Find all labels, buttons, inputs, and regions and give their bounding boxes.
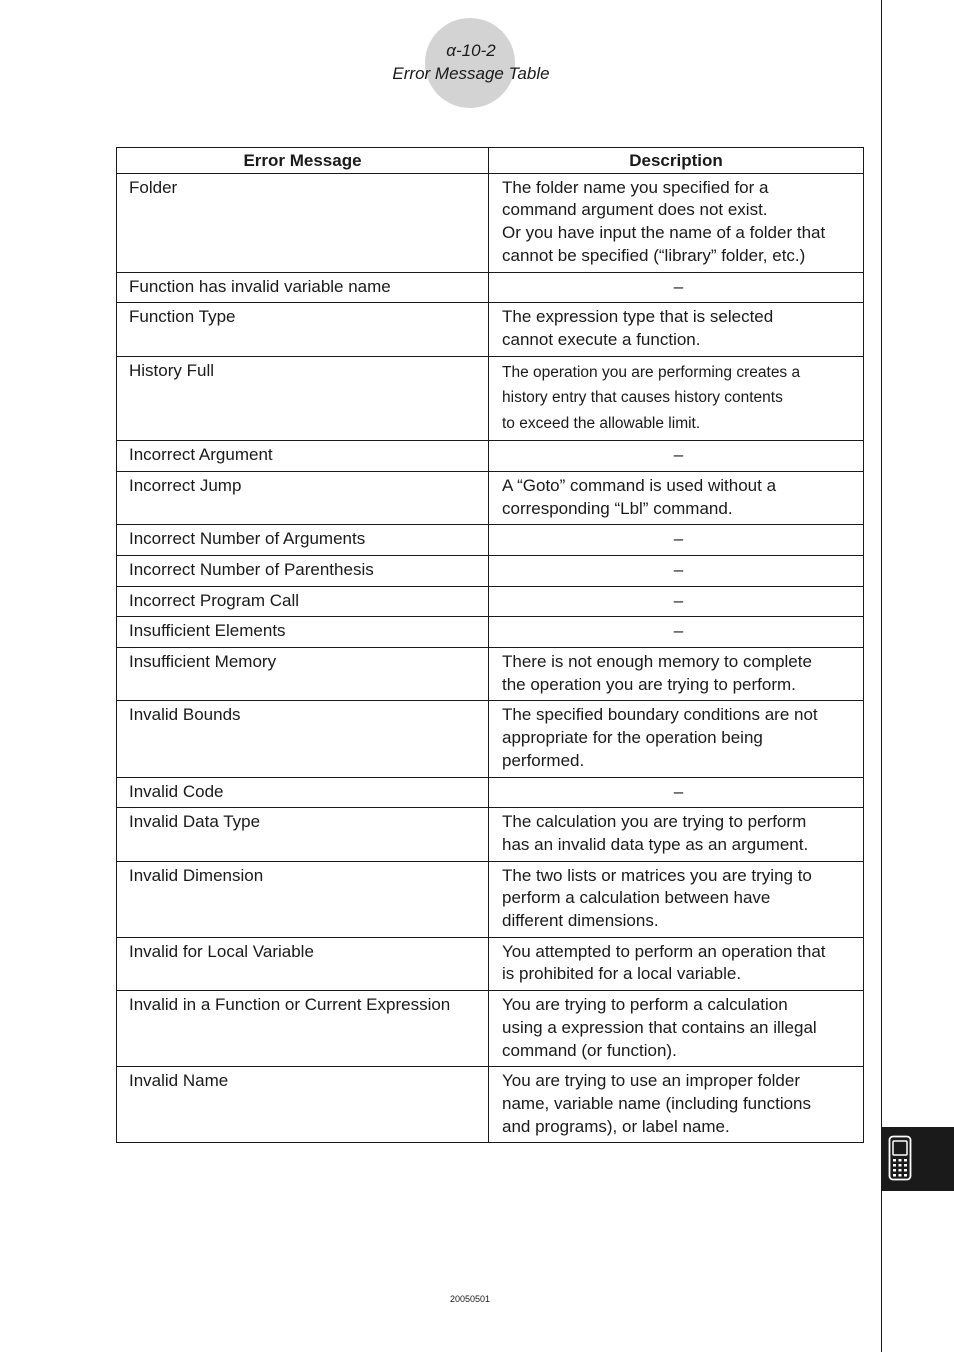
- description-cell: [489, 525, 864, 556]
- description-line: –: [673, 445, 684, 465]
- description-cell: [489, 441, 864, 472]
- description-line: The calculation you are trying to perform: [502, 812, 807, 832]
- description-line: –: [673, 781, 684, 801]
- description-line: The operation you are performing creates a: [502, 363, 801, 381]
- description-line: cannot execute a function.: [502, 329, 701, 349]
- table-row: [117, 586, 864, 617]
- description-cell: [489, 861, 864, 937]
- error-message-cell: Incorrect Number of Arguments: [117, 525, 489, 556]
- table-row: [117, 525, 864, 556]
- description-cell: [489, 356, 864, 441]
- error-message-cell: Function Type: [117, 303, 489, 356]
- description-line: corresponding “Lbl” command.: [502, 498, 733, 518]
- description-cell: [489, 648, 864, 701]
- description-line: and programs), or label name.: [502, 1116, 730, 1136]
- table-row: [117, 937, 864, 990]
- calculator-device-icon: [888, 1135, 912, 1181]
- table-row: [117, 471, 864, 524]
- description-cell: [489, 701, 864, 777]
- table-row: [117, 173, 864, 272]
- description-line: cannot be specified (“library” folder, etc.): [502, 245, 806, 265]
- table-row: [117, 991, 864, 1067]
- error-message-cell: Insufficient Memory: [117, 648, 489, 701]
- description-cell: [489, 272, 864, 303]
- description-line: You attempted to perform an operation that: [502, 941, 826, 961]
- error-message-cell: History Full: [117, 356, 489, 441]
- description-cell: [489, 777, 864, 808]
- description-line: –: [673, 529, 684, 549]
- table-row: [117, 701, 864, 777]
- description-line: –: [673, 559, 684, 579]
- description-line: to exceed the allowable limit.: [502, 414, 701, 432]
- description-line: performed.: [502, 750, 585, 770]
- table-row: [117, 441, 864, 472]
- error-message-cell: Insufficient Elements: [117, 617, 489, 648]
- error-message-cell: Incorrect Argument: [117, 441, 489, 472]
- description-line: command (or function).: [502, 1040, 677, 1060]
- description-line: using a expression that contains an illegal: [502, 1017, 817, 1037]
- table-row: [117, 648, 864, 701]
- table-row: [117, 861, 864, 937]
- table-row: [117, 356, 864, 441]
- description-line: The two lists or matrices you are trying to: [502, 865, 812, 885]
- description-cell: [489, 937, 864, 990]
- table-row: [117, 555, 864, 586]
- table-row: [117, 272, 864, 303]
- error-message-table: [116, 147, 864, 1143]
- description-line: is prohibited for a local variable.: [502, 964, 742, 984]
- table-body: [117, 173, 864, 1143]
- description-line: There is not enough memory to complete: [502, 652, 812, 672]
- description-line: command argument does not exist.: [502, 200, 768, 220]
- error-message-cell: Invalid Code: [117, 777, 489, 808]
- table-row: [117, 777, 864, 808]
- page-title: Error Message Table: [392, 64, 550, 83]
- error-message-cell: Incorrect Jump: [117, 471, 489, 524]
- error-message-cell: Function has invalid variable name: [117, 272, 489, 303]
- table-row: [117, 808, 864, 861]
- error-message-cell: Invalid in a Function or Current Expression: [117, 991, 489, 1067]
- page-number: α-10-2: [446, 41, 496, 60]
- description-line: appropriate for the operation being: [502, 728, 763, 748]
- column-header-description: Description: [489, 148, 864, 174]
- description-cell: [489, 303, 864, 356]
- error-message-cell: Invalid for Local Variable: [117, 937, 489, 990]
- error-message-cell: Invalid Name: [117, 1067, 489, 1143]
- description-cell: [489, 617, 864, 648]
- footer-code: 20050501: [449, 1294, 491, 1304]
- description-line: The specified boundary conditions are not: [502, 705, 818, 725]
- description-line: different dimensions.: [502, 911, 659, 931]
- error-message-cell: Invalid Data Type: [117, 808, 489, 861]
- error-message-cell: Invalid Bounds: [117, 701, 489, 777]
- description-line: The expression type that is selected: [502, 307, 774, 327]
- description-cell: [489, 991, 864, 1067]
- description-line: name, variable name (including functions: [502, 1094, 812, 1113]
- error-message-cell: Invalid Dimension: [117, 861, 489, 937]
- description-line: You are trying to use an improper folder: [502, 1071, 800, 1091]
- description-line: has an invalid data type as an argument.: [502, 834, 809, 854]
- description-line: –: [673, 590, 684, 610]
- side-tab: [882, 1127, 954, 1191]
- description-cell: [489, 808, 864, 861]
- description-cell: [489, 173, 864, 272]
- description-line: Or you have input the name of a folder that: [502, 223, 826, 243]
- description-line: –: [673, 276, 684, 296]
- table-row: [117, 617, 864, 648]
- description-line: perform a calculation between have: [502, 888, 771, 908]
- table-row: [117, 303, 864, 356]
- table-header-row: [117, 148, 864, 174]
- error-message-cell: Incorrect Number of Parenthesis: [117, 555, 489, 586]
- description-line: A “Goto” command is used without a: [502, 475, 777, 495]
- description-cell: [489, 1067, 864, 1143]
- column-header-error-message: Error Message: [117, 148, 489, 174]
- table-row: [117, 1067, 864, 1143]
- description-cell: [489, 555, 864, 586]
- description-cell: [489, 586, 864, 617]
- description-cell: [489, 471, 864, 524]
- description-line: the operation you are trying to perform.: [502, 674, 796, 694]
- error-message-cell: Folder: [117, 173, 489, 272]
- description-line: The folder name you specified for a: [502, 177, 769, 197]
- description-line: You are trying to perform a calculation: [502, 995, 788, 1015]
- error-message-cell: Incorrect Program Call: [117, 586, 489, 617]
- description-line: history entry that causes history contents: [502, 389, 783, 407]
- description-line: –: [673, 621, 684, 641]
